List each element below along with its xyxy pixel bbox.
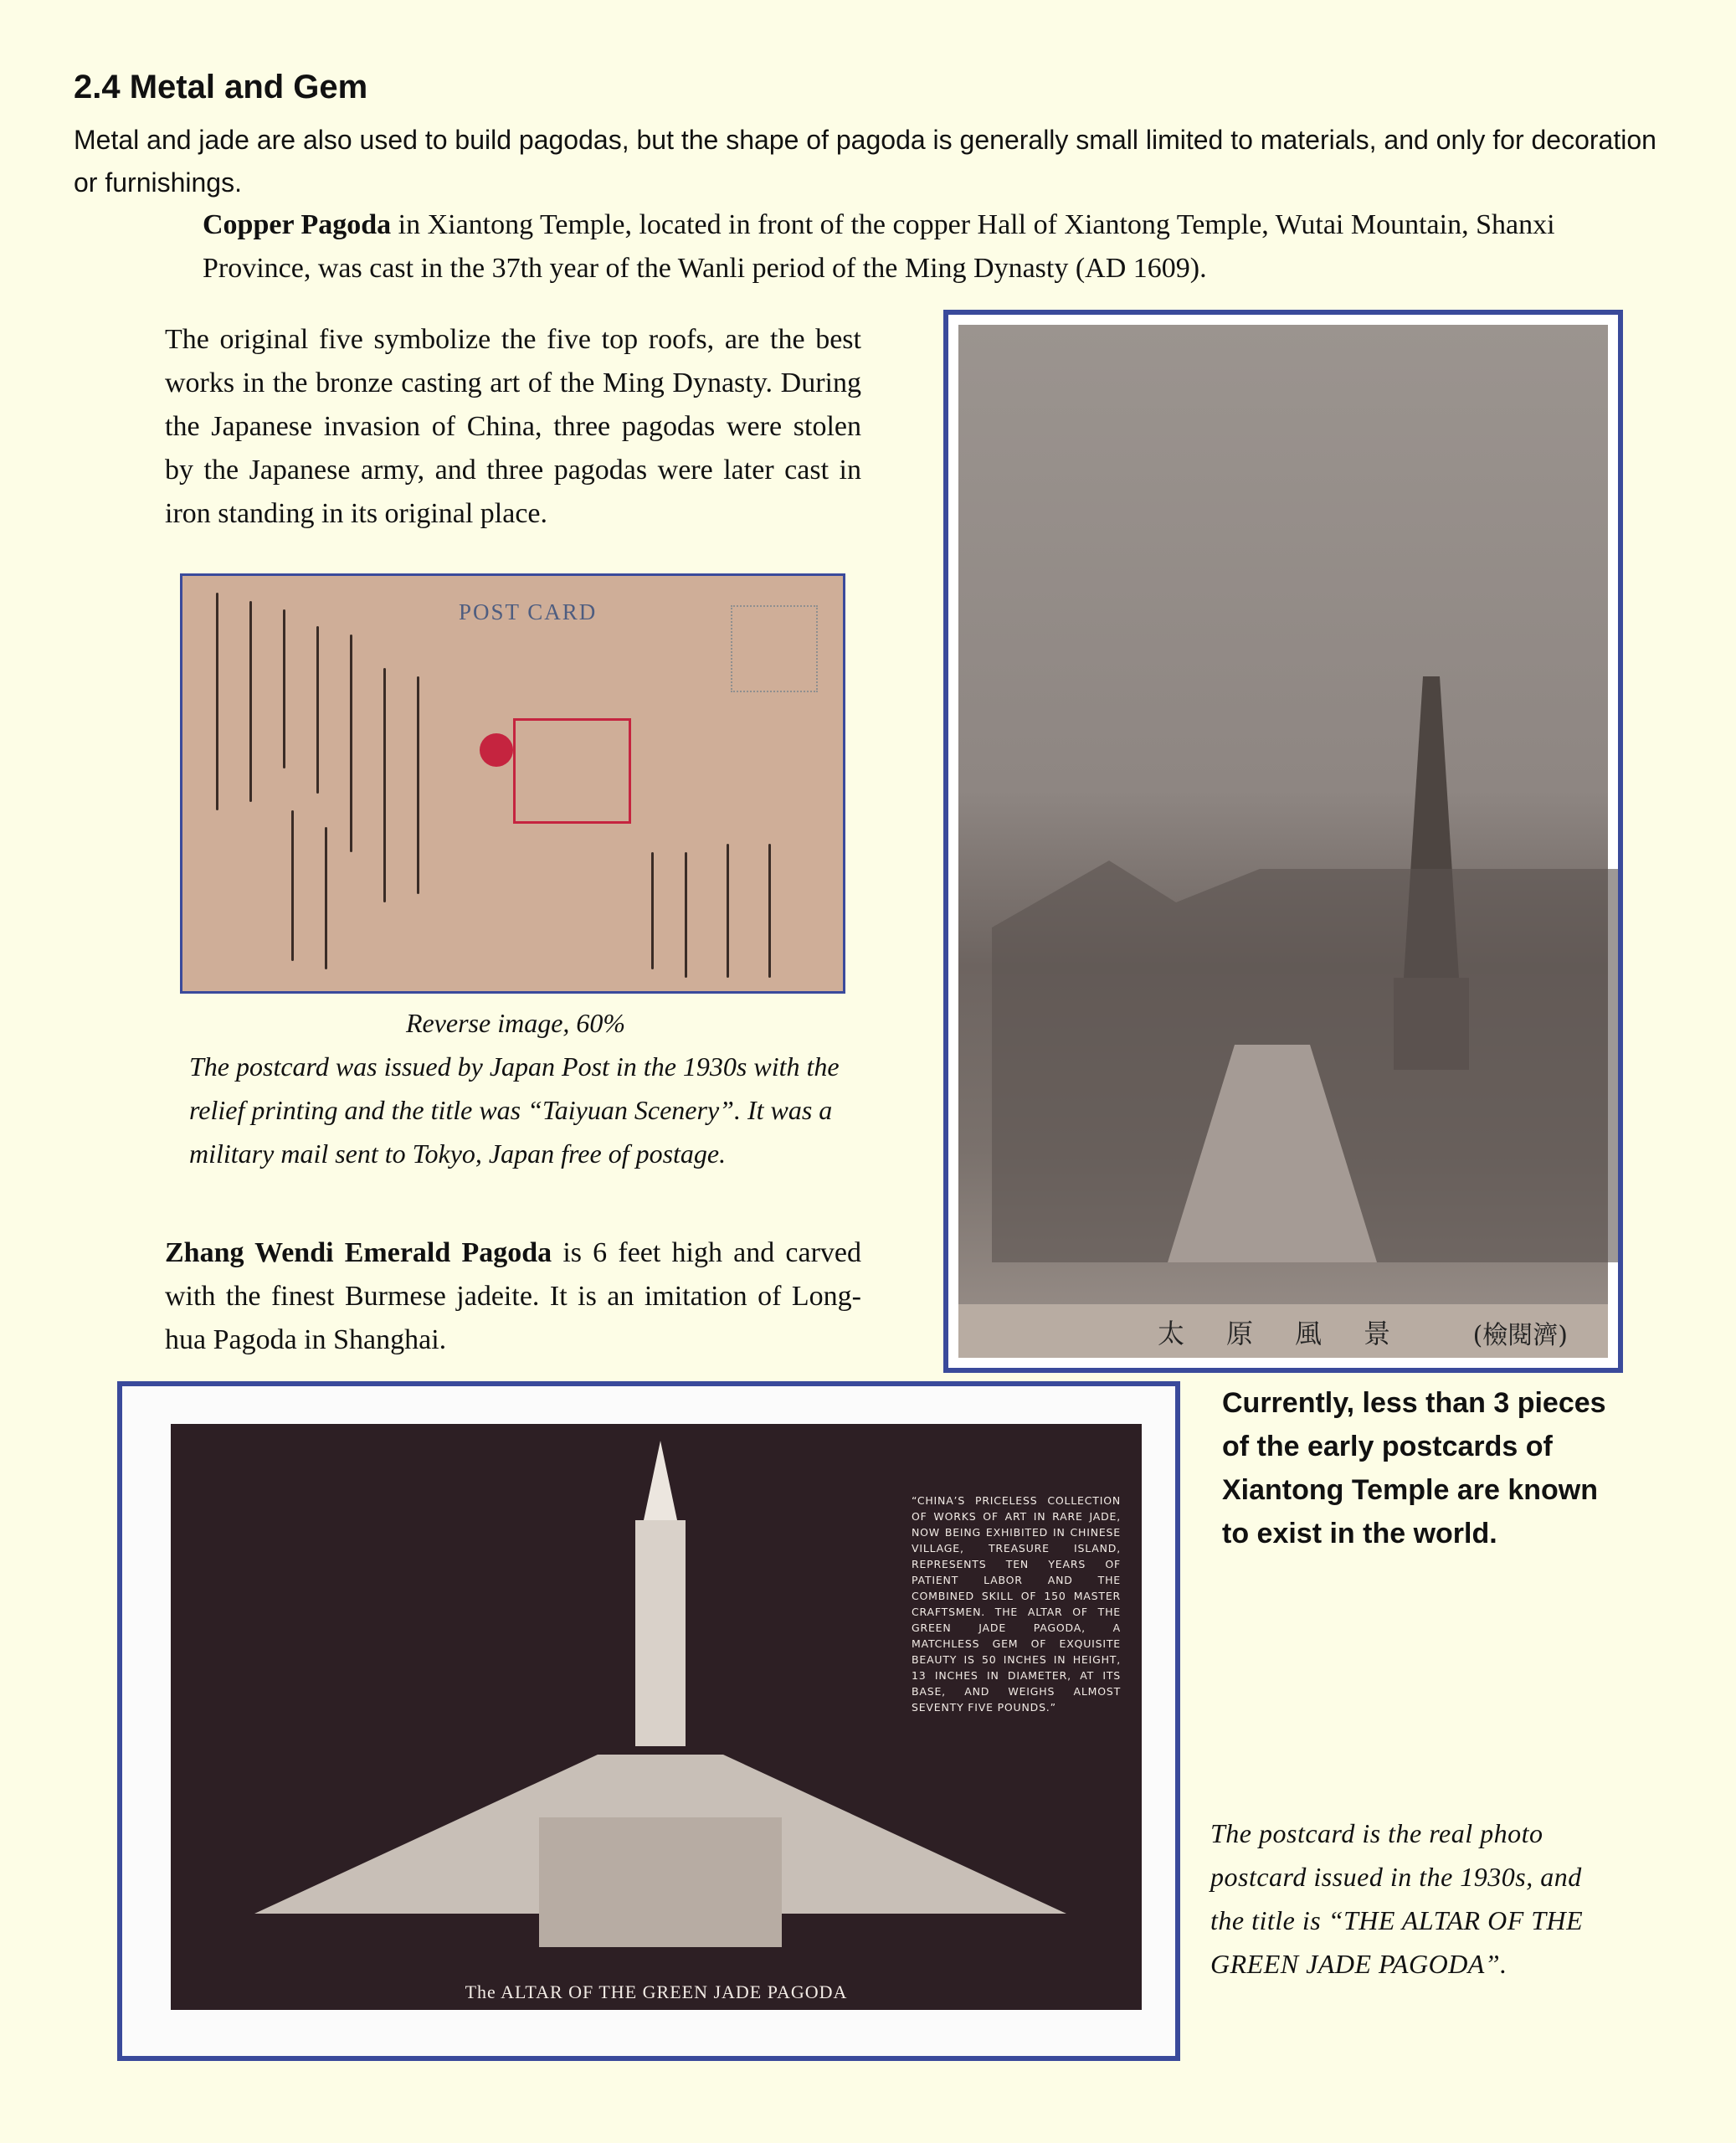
- handwriting-stroke: [316, 626, 319, 794]
- jade-pagoda-photo: [171, 1424, 1142, 2010]
- postcard-note: The postcard was issued by Japan Post in the 1930s with the relief printing and the title was “Taiyuan Scenery”. It was a military mail sent to Tokyo, Japan free of postage.: [189, 1051, 840, 1169]
- jade-postcard-caption: The postcard is the real photo postcard issued in the 1930s, and the title is “THE ALTAR OF THE GREEN JADE PAGODA”.: [1210, 1818, 1584, 1979]
- pagoda-spire: [644, 1441, 677, 1520]
- handwriting-stroke: [685, 852, 687, 978]
- zhang-pagoda-text: is 6 feet high and carved with the finest Burmese jadeite. It is an imitation of Long-hua Pagoda in Shanghai.: [165, 1237, 862, 1355]
- zhang-pagoda-paragraph: [165, 1231, 861, 1362]
- copper-pagoda-name: Copper Pagoda: [203, 209, 392, 240]
- jade-blurb: “CHINA’S PRICELESS COLLECTION OF WORKS OF ART IN RARE JADE, NOW BEING EXHIBITED IN CHINESE VILLAGE, TREASURE ISLAND, REPRESENTS TEN YEARS OF PATIENT LABOR AND THE COMBINED SKILL OF 150 MASTER CRAFTSMEN. THE ALTAR OF THE GREEN JADE PAGODA, A MATCHLESS GEM OF EXQUISITE BEAUTY IS 50 INCHES IN HEIGHT, 13 INCHES IN DIAMETER, AT ITS BASE, AND WEIGHS ALMOST SEVENTY FIVE POUNDS.”: [912, 1494, 1121, 1714]
- censor-seal: [480, 733, 513, 767]
- section-title: 2.4 Metal and Gem: [74, 69, 368, 105]
- front-title: 太原風景: [1158, 1318, 1433, 1349]
- postcard-reverse-image: [180, 573, 845, 994]
- handwriting-stroke: [249, 601, 252, 802]
- handwriting-stroke: [651, 852, 654, 969]
- jade-pagoda-postcard-image: [117, 1381, 1180, 2061]
- handwriting-stroke: [417, 676, 419, 894]
- handwriting-stroke: [350, 635, 352, 852]
- copper-pagoda-paragraph: [203, 203, 1575, 290]
- copper-pagoda-text: in Xiantong Temple, located in front of the copper Hall of Xiantong Temple, Wutai Mountain, Shanxi Province, was cast in the 37th year of the Wanli period of the Ming Dynasty (AD 1609).: [203, 209, 1555, 284]
- pagoda-body: [635, 1520, 686, 1746]
- intro-paragraph: Metal and jade are also used to build pagodas, but the shape of pagoda is generally small limited to materials, and only for decoration or furnishings.: [74, 125, 1656, 198]
- altar-gate: [539, 1817, 782, 1947]
- taiyuan-postcard-image: [943, 310, 1623, 1373]
- handwriting-stroke: [216, 593, 218, 810]
- censor-note: (檢閱濟): [1472, 1321, 1568, 1350]
- reverse-image-caption: Reverse image, 60%: [405, 1008, 626, 1038]
- original-pagodas-paragraph: The original five symbolize the five top roofs, are the best works in the bronze casting art of the Ming Dynasty. During the Japanese invasion of China, three pagodas were stolen by the Japanese army, and three pagodas were later cast in iron standing in its original place.: [165, 324, 861, 529]
- handwriting-stroke: [768, 844, 771, 978]
- censor-stamp: [513, 718, 631, 824]
- pagoda-photo: [958, 325, 1608, 1358]
- rarity-note: Currently, less than 3 pieces of the early postcards of Xiantong Temple are known to exist in the world.: [1222, 1387, 1606, 1549]
- handwriting-stroke: [283, 609, 285, 768]
- handwriting-stroke: [383, 668, 386, 902]
- handwriting-stroke: [727, 844, 729, 978]
- jade-photo-title: The ALTAR OF THE GREEN JADE PAGODA: [465, 1981, 848, 2002]
- handwriting-stroke: [325, 827, 327, 969]
- zhang-pagoda-name: Zhang Wendi Emerald Pagoda: [165, 1237, 552, 1268]
- postcard-label: POST CARD: [459, 599, 598, 624]
- handwriting-stroke: [291, 810, 294, 961]
- pagoda-illustration: [958, 325, 1618, 1313]
- stamp-box: [731, 605, 818, 692]
